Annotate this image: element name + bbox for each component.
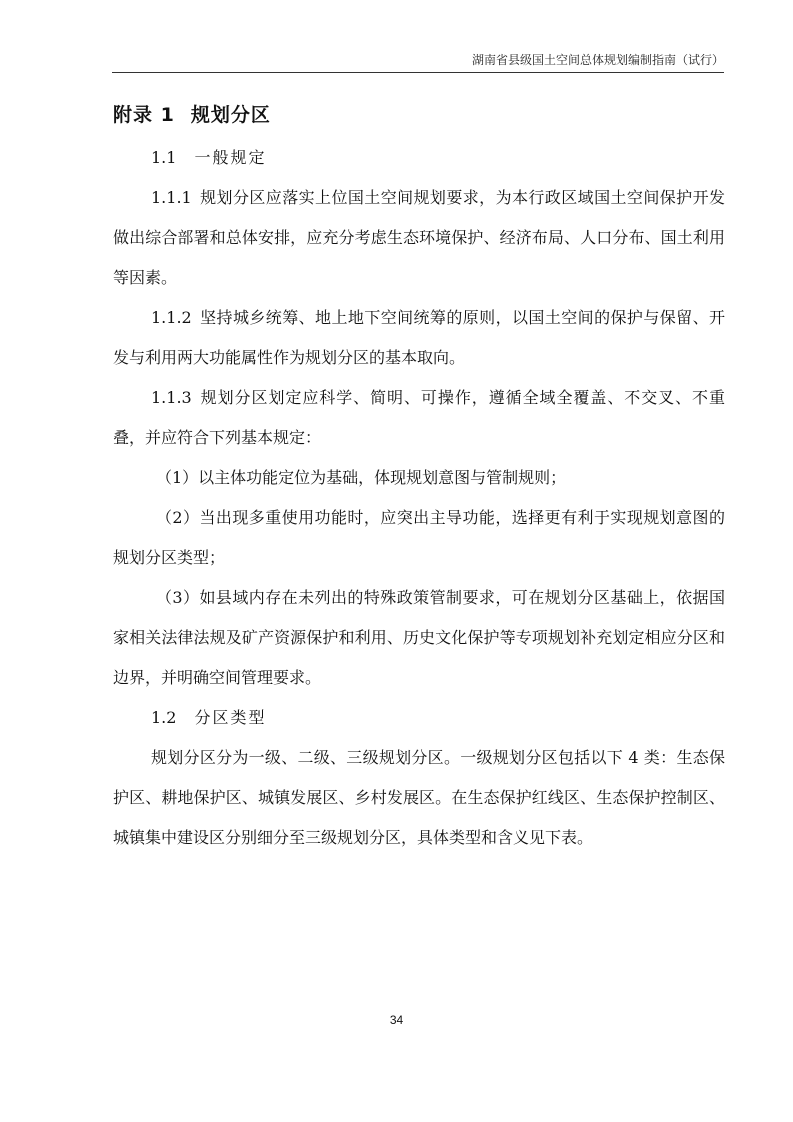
clause-number: 1.1.1 — [151, 188, 192, 207]
clause-1-1-1 — [113, 178, 725, 298]
section-title: 分区类型 — [194, 708, 267, 727]
clause-text: 坚持城乡统筹、地上地下空间统筹的原则，以国土空间的保护与保留、开发与利用两大功能属性作为规划分区的基本取向。 — [113, 308, 725, 367]
appendix-number: 附录 1 — [113, 104, 175, 126]
clause-number: 1.1.2 — [151, 308, 192, 327]
section-title: 一般规定 — [194, 148, 267, 167]
appendix-title — [113, 100, 271, 127]
section-heading-1-2 — [113, 698, 725, 738]
appendix-title-text: 规划分区 — [190, 104, 271, 126]
section-number: 1.2 — [151, 708, 177, 727]
header-text: 湖南省县级国土空间总体规划编制指南（试行） — [471, 53, 724, 67]
clause-text: 规划分区划定应科学、简明、可操作，遵循全域全覆盖、不交叉、不重叠，并应符合下列基本规定： — [113, 388, 725, 447]
section-heading-1-1 — [113, 138, 725, 178]
clause-text: 规划分区应落实上位国土空间规划要求，为本行政区域国土空间保护开发做出综合部署和总体安排，应充分考虑生态环境保护、经济布局、人口分布、国土利用等因素。 — [113, 188, 725, 287]
page-number: 34 — [389, 1013, 404, 1027]
section-number: 1.1 — [151, 148, 177, 167]
clause-number: 1.1.3 — [151, 388, 192, 407]
section-1-2-paragraph: 规划分区分为一级、二级、三级规划分区。一级规划分区包括以下 4 类：生态保护区、耕地保护区、城镇发展区、乡村发展区。在生态保护红线区、生态保护控制区、城镇集中建设区分别细分至三级规划分区，具体类型和含义见下表。 — [113, 748, 725, 847]
document-body — [113, 138, 725, 858]
running-header — [112, 50, 724, 73]
list-item-1: （1）以主体功能定位为基础，体现规划意图与管制规则； — [156, 468, 567, 487]
list-item-2: （2）当出现多重使用功能时，应突出主导功能，选择更有利于实现规划意图的规划分区类型； — [113, 508, 725, 567]
clause-1-1-2 — [113, 298, 725, 378]
list-item-3: （3）如县域内存在未列出的特殊政策管制要求，可在规划分区基础上，依据国家相关法律法规及矿产资源保护和利用、历史文化保护等专项规划补充划定相应分区和边界，并明确空间管理要求。 — [113, 588, 725, 687]
clause-1-1-3 — [113, 378, 725, 458]
